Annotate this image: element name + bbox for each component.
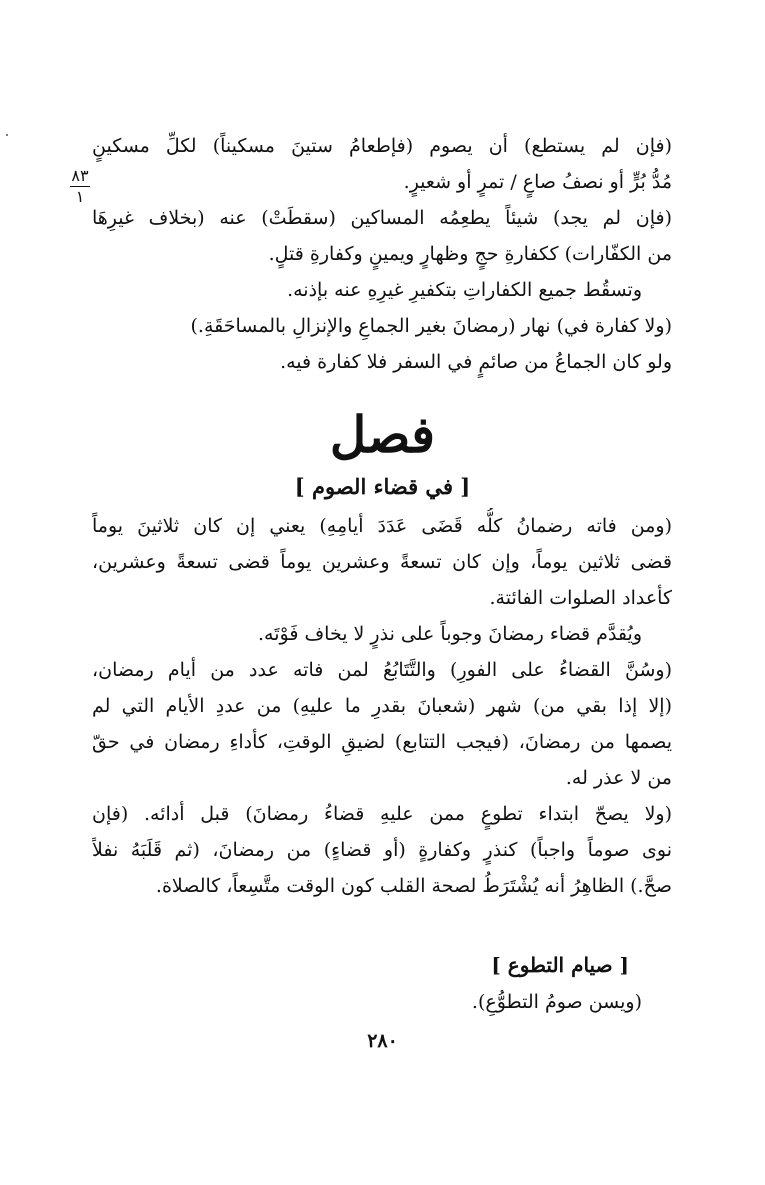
text-line: (ولا يصحّ ابتداء تطوعٍ ممن عليهِ قضاءُ رمضانَ) قبل أدائه. (فإن	[92, 803, 672, 825]
paragraph-block-tatawwu	[92, 984, 672, 1020]
section-heading-qada: [ في قضاء الصوم ]	[294, 474, 471, 499]
text-line: صحَّ.) الظاهِرُ أنه يُشْتَرَطُ لصحة القلب كون الوقت متَّسِعاً، كالصلاة.	[155, 875, 672, 897]
text-line: (ومن فاته رضمانُ كلُّه قَضَى عَدَدَ أيامِهِ) يعني إن كان ثلاثينَ يوماً	[92, 515, 672, 537]
text-line: كأعداد الصلوات الفائتة.	[489, 587, 672, 609]
paragraph-block-qada	[92, 508, 672, 904]
text-line: قضى ثلاثين يوماً، وإن كان تسعةً وعشرين يوماً قضى تسعةً وعشرين،	[92, 551, 672, 573]
text-line: (ويسن صومُ التطوُّعِ).	[471, 991, 642, 1013]
scan-speck	[6, 134, 8, 136]
paragraph-block-kaffara	[92, 128, 672, 380]
text-line: مُدُّ بُرٍّ أو نصفُ صاعٍ / تمرٍ أو شعيرٍ.	[403, 171, 672, 193]
margin-folio-reference	[66, 168, 94, 205]
text-line: من لا عذر له.	[565, 767, 672, 789]
text-line: وتسقُط جميع الكفاراتِ بتكفيرِ غيرِهِ عنه بإذنه.	[287, 279, 642, 301]
folio-number: ٨٣	[71, 166, 89, 185]
text-line: نوى صوماً واجباً) كنذرٍ وكفارةٍ (أو قضاءٍ) من رمضانَ، (ثم قَلَبَهُ نفلاً	[92, 839, 672, 861]
text-line: (فإن لم يستطع) أن يصوم (فإطعامُ ستينَ مسكيناً) لكلِّ مسكينٍ	[92, 135, 672, 157]
text-line: (ولا كفارة في) نهار (رمضانَ بغير الجماعِ والإنزالِ بالمساحَقَةِ.)	[190, 315, 672, 337]
text-line: من الكفّارات) ككفارةِ حجٍ وظهارٍ ويمينٍ وكفارةِ قتلٍ.	[268, 243, 672, 265]
text-line: يصمها من رمضانَ، (فيجب التتابع) لضيقِ الوقتِ، كأداءِ رمضان في حقّ	[92, 731, 672, 753]
page-number: ٢٨٠	[367, 1030, 398, 1052]
folio-side: ١	[75, 187, 85, 206]
text-line: (إلا إذا بقي من) شهر (شعبانَ بقدرِ ما عليهِ) من عددِ الأيام التي لم	[92, 695, 672, 717]
text-line: ولو كان الجماعُ من صائمٍ في السفر فلا كفارة فيه.	[280, 351, 672, 373]
text-line: ويُقدَّم قضاء رمضانَ وجوباً على نذرٍ لا يخاف فَوْتَه.	[258, 623, 642, 645]
text-line: (وسُنَّ القضاءُ على الفورِ) والتَّتَابُعُ لمن فاته عدد من أيام رمضان،	[92, 659, 672, 681]
section-ornament-fasl: فصل	[329, 405, 436, 464]
text-line: (فإن لم يجد) شيئاً يطعِمُه المساكين (سقطَتْ) عنه (بخلاف غيرِهَا	[92, 207, 672, 229]
section-heading-tatawwu: [ صيام التطوع ]	[491, 953, 629, 977]
